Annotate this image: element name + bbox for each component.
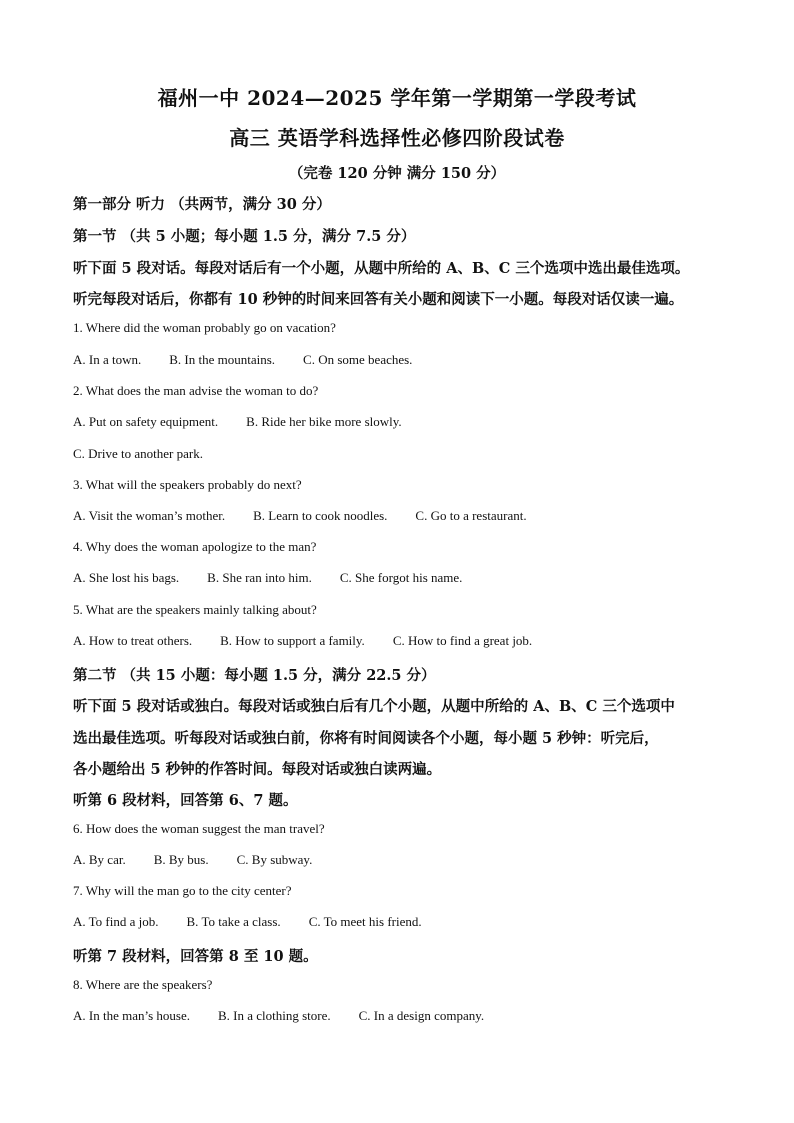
question-2-options-ab <box>73 414 754 430</box>
question-4: 4. Why does the woman apologize to the man? <box>73 539 317 554</box>
exam-time-score: （完卷 120 分钟 满分 150 分） <box>288 165 506 182</box>
option-b: B. By bus. <box>153 852 209 867</box>
material-7-heading: 听第 7 段材料，回答第 8 至 10 题。 <box>73 948 318 965</box>
option-c: C. How to find a great job. <box>392 633 533 648</box>
question-8-options <box>73 1008 754 1024</box>
section1-instructions-1: 听下面 5 段对话。每段对话后有一个小题，从题中所给的 A、B、C 三个选项中选出最佳选项。 <box>73 260 690 277</box>
question-7: 7. Why will the man go to the city center? <box>73 883 292 898</box>
question-2-option-c <box>73 446 754 462</box>
section2-heading: 第二节 （共 15 小题：每小题 1.5 分，满分 22.5 分） <box>73 667 436 684</box>
material-6-heading: 听第 6 段材料，回答第 6、7 题。 <box>73 792 298 809</box>
question-4-options <box>73 570 754 586</box>
question-6-options <box>73 852 754 868</box>
option-c: C. On some beaches. <box>303 352 413 367</box>
section2-instructions-3: 各小题给出 5 秒钟的作答时间。每段对话或独白读两遍。 <box>73 761 442 778</box>
option-a: A. To find a job. <box>73 914 159 929</box>
section2-instructions-2: 选出最佳选项。听每段对话或独白前，你将有时间阅读各个小题，每小题 5 秒钟：听完后， <box>73 730 659 747</box>
option-b: B. To take a class. <box>186 914 281 929</box>
section1-heading: 第一节 （共 5 小题；每小题 1.5 分，满分 7.5 分） <box>73 228 416 245</box>
question-6: 6. How does the woman suggest the man travel? <box>73 821 325 836</box>
option-a: A. Put on safety equipment. <box>73 414 219 429</box>
option-c: C. To meet his friend. <box>308 914 422 929</box>
option-a: A. In the man’s house. <box>73 1008 190 1023</box>
option-a: A. By car. <box>73 852 126 867</box>
exam-subtitle-course: 高三 英语学科选择性必修四阶段试卷 <box>229 126 565 150</box>
section1-instructions-2: 听完每段对话后，你都有 10 秒钟的时间来回答有关小题和阅读下一小题。每段对话仅读一遍。 <box>73 291 684 308</box>
question-5: 5. What are the speakers mainly talking about? <box>73 602 317 617</box>
part1-heading: 第一部分 听力 （共两节，满分 30 分） <box>73 196 331 213</box>
option-b: B. Ride her bike more slowly. <box>246 414 402 429</box>
question-3-options <box>73 508 754 524</box>
option-c: C. In a design company. <box>358 1008 485 1023</box>
question-8: 8. Where are the speakers? <box>73 977 213 992</box>
option-b: B. Learn to cook noodles. <box>253 508 388 523</box>
exam-title: 福州一中 2024—2025 学年第一学期第一学段考试 <box>157 86 637 110</box>
option-a: A. She lost his bags. <box>73 570 180 585</box>
option-b: B. She ran into him. <box>207 570 312 585</box>
question-1-options <box>73 352 754 368</box>
question-3: 3. What will the speakers probably do next? <box>73 477 302 492</box>
option-c: C. Go to a restaurant. <box>415 508 527 523</box>
question-7-options <box>73 914 754 930</box>
option-b: B. In a clothing store. <box>217 1008 331 1023</box>
section2-instructions-1: 听下面 5 段对话或独白。每段对话或独白后有几个小题，从题中所给的 A、B、C 三个选项中 <box>73 698 675 715</box>
question-5-options <box>73 633 754 649</box>
option-c: C. Drive to another park. <box>73 446 203 461</box>
option-c: C. She forgot his name. <box>339 570 463 585</box>
option-a: A. Visit the woman’s mother. <box>73 508 226 523</box>
option-a: A. In a town. <box>73 352 142 367</box>
option-b: B. How to support a family. <box>220 633 365 648</box>
option-c: C. By subway. <box>236 852 313 867</box>
option-b: B. In the mountains. <box>169 352 276 367</box>
question-1: 1. Where did the woman probably go on vacation? <box>73 320 336 335</box>
question-2: 2. What does the man advise the woman to do? <box>73 383 319 398</box>
option-a: A. How to treat others. <box>73 633 193 648</box>
